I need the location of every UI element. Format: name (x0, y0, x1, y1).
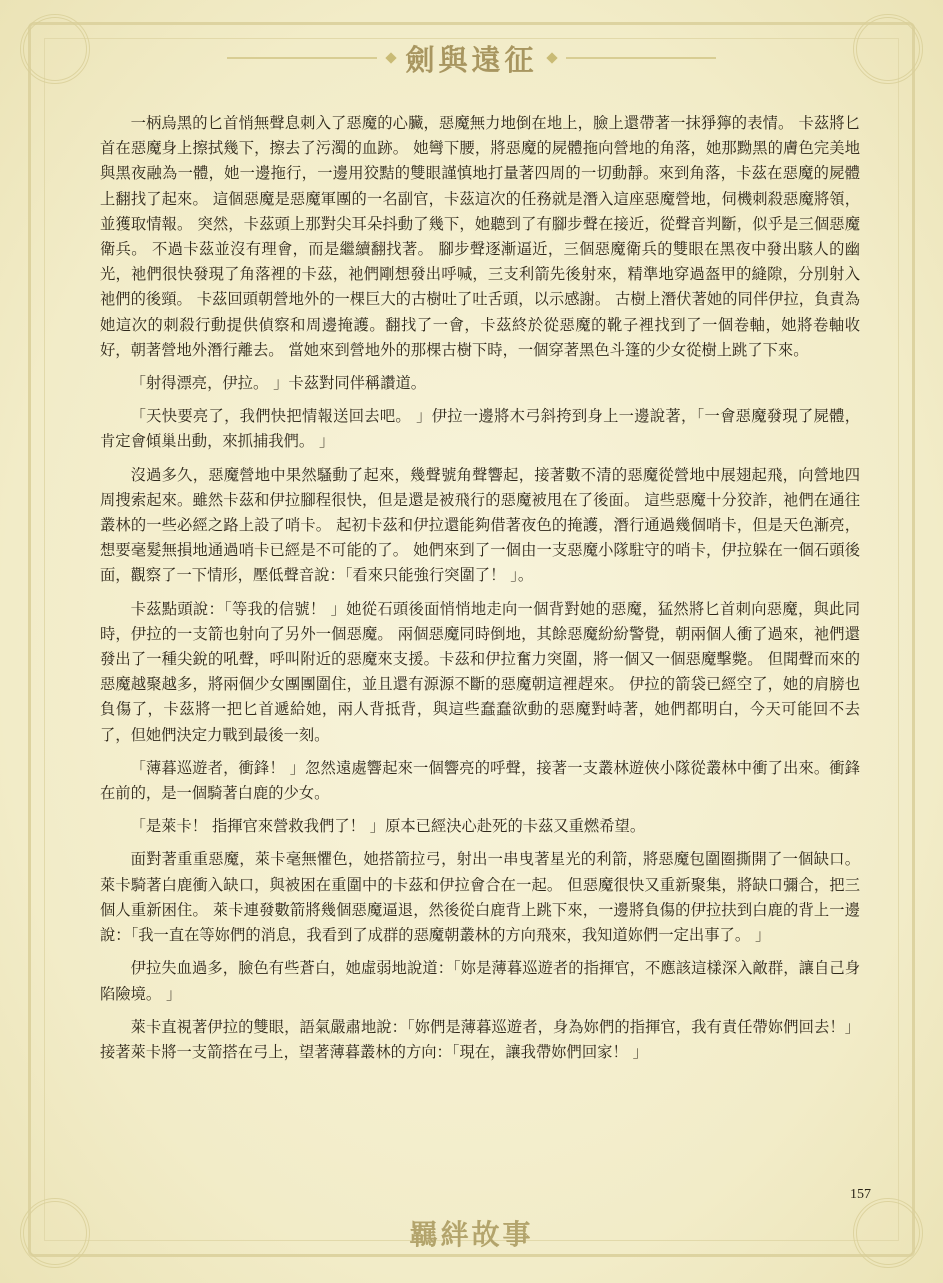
paragraph: 一柄烏黑的匕首悄無聲息刺入了惡魔的心臟，惡魔無力地倒在地上，臉上還帶著一抹猙獰的表情。 卡茲將匕首在惡魔身上擦拭幾下，擦去了污濁的血跡。 她彎下腰，將惡魔的屍體拖向營地的角落，她那黝黑的膚色完美地與黑夜融為一體，她一邊拖行，一邊用狡黠的雙眼謹慎地打量著四周的一切動靜。來到角落，卡茲在惡魔的屍體上翻找了起來。 這個惡魔是惡魔軍團的一名副官，卡茲這次的任務就是潛入這座惡魔營地，伺機刺殺惡魔將領，並獲取情報。 突然，卡茲頭上那對尖耳朵抖動了幾下，她聽到了有腳步聲在接近，從聲音判斷，似乎是三個惡魔衛兵。 不過卡茲並沒有理會，而是繼續翻找著。 腳步聲逐漸逼近，三個惡魔衛兵的雙眼在黑夜中發出駭人的幽光，祂們很快發現了角落裡的卡茲，祂們剛想發出呼喊，三支利箭先後射來，精準地穿過盔甲的縫隙，分別射入祂們的後頸。 卡茲回頭朝營地外的一棵巨大的古樹吐了吐舌頭，以示感謝。 古樹上潛伏著她的同伴伊拉，負責為她這次的刺殺行動提供偵察和周邊掩護。翻找了一會，卡茲終於從惡魔的靴子裡找到了一個卷軸，她將卷軸收好，朝著營地外潛行離去。 當她來到營地外的那棵古樹下時，一個穿著黑色斗篷的少女從樹上跳了下來。 (100, 114, 860, 359)
paragraph: 沒過多久，惡魔營地中果然騷動了起來，幾聲號角聲響起，接著數不清的惡魔從營地中展翅起飛，向營地四周搜索起來。雖然卡茲和伊拉腳程很快，但是還是被飛行的惡魔被甩在了後面。 這些惡魔十分狡詐，祂們在通往叢林的一些必經之路上設了哨卡。 起初卡茲和伊拉還能夠借著夜色的掩護，潛行通過幾個哨卡，但是天色漸亮，想要毫髮無損地通過哨卡已經是不可能的了。 她們來到了一個由一支惡魔小隊駐守的哨卡，伊拉躲在一個石頭後面，觀察了一下情形，壓低聲音說：「看來只能強行突圍了！ 」。 (100, 465, 860, 585)
diamond-icon (386, 52, 397, 63)
page-footer (0, 1213, 943, 1253)
paragraph: 「天快要亮了，我們快把情報送回去吧。 」伊拉一邊將木弓斜挎到身上一邊說著，「一會惡魔發現了屍體，肯定會傾巢出動，來抓捕我們。 」 (100, 407, 860, 451)
paragraph: 面對著重重惡魔，萊卡毫無懼色，她搭箭拉弓，射出一串曳著星光的利箭，將惡魔包圍圈撕開了一個缺口。萊卡騎著白鹿衝入缺口，與被困在重圍中的卡茲和伊拉會合在一起。 但惡魔很快又重新聚集，將缺口彌合，把三個人重新困住。 萊卡連發數箭將幾個惡魔逼退，然後從白鹿背上跳下來，一邊將負傷的伊拉扶到白鹿的背上一邊說：「我一直在等妳們的消息，我看到了成群的惡魔朝叢林的方向飛來，我知道妳們一定出事了。 」 (100, 850, 860, 945)
page-number: 157 (850, 1187, 871, 1202)
paragraph: 卡茲點頭說：「等我的信號！ 」她從石頭後面悄悄地走向一個背對她的惡魔，猛然將匕首刺向惡魔，與此同時，伊拉的一支箭也射向了另外一個惡魔。 兩個惡魔同時倒地，其餘惡魔紛紛警覺，朝兩個人衝了過來，祂們還發出了一種尖銳的吼聲，呼叫附近的惡魔來支援。卡茲和伊拉奮力突圍，將一個又一個惡魔擊斃。 但聞聲而來的惡魔越聚越多，將兩個少女團團圍住，並且還有源源不斷的惡魔朝這裡趕來。 伊拉的箭袋已經空了，她的肩膀也負傷了，卡茲將一把匕首遞給她，兩人背抵背，與這些蠢蠢欲動的惡魔對峙著，她們都明白，今天可能回不去了，但她們決定力戰到最後一刻。 (100, 599, 860, 744)
header-divider-left (227, 57, 377, 59)
paragraph: 「薄暮巡遊者，衝鋒！ 」忽然遠處響起來一個響亮的呼聲，接著一支叢林遊俠小隊從叢林中衝了出來。衝鋒在前的，是一個騎著白鹿的少女。 (100, 758, 860, 803)
paragraph: 伊拉失血過多，臉色有些蒼白，她虛弱地說道：「妳是薄暮巡遊者的指揮官，不應該這樣深入敵群，讓自己身陷險境。 」 (100, 959, 860, 1003)
story-body (100, 111, 860, 1073)
page-header (0, 38, 943, 78)
paragraph: 「是萊卡！ 指揮官來營救我們了！ 」原本已經決心赴死的卡茲又重燃希望。 (130, 817, 646, 836)
paragraph: 萊卡直視著伊拉的雙眼，語氣嚴肅地說：「妳們是薄暮巡遊者，身為妳們的指揮官，我有責任帶妳們回去！」接著萊卡將一支箭搭在弓上，望著薄暮叢林的方向：「現在，讓我帶妳們回家！ 」 (100, 1017, 860, 1061)
paragraph: 「射得漂亮，伊拉。 」卡茲對同伴稱讚道。 (130, 374, 427, 393)
footer-title: 羈絆故事 (409, 1218, 534, 1251)
diamond-icon (546, 52, 557, 63)
header-divider-right (566, 57, 716, 59)
header-title: 劍與遠征 (405, 42, 538, 77)
